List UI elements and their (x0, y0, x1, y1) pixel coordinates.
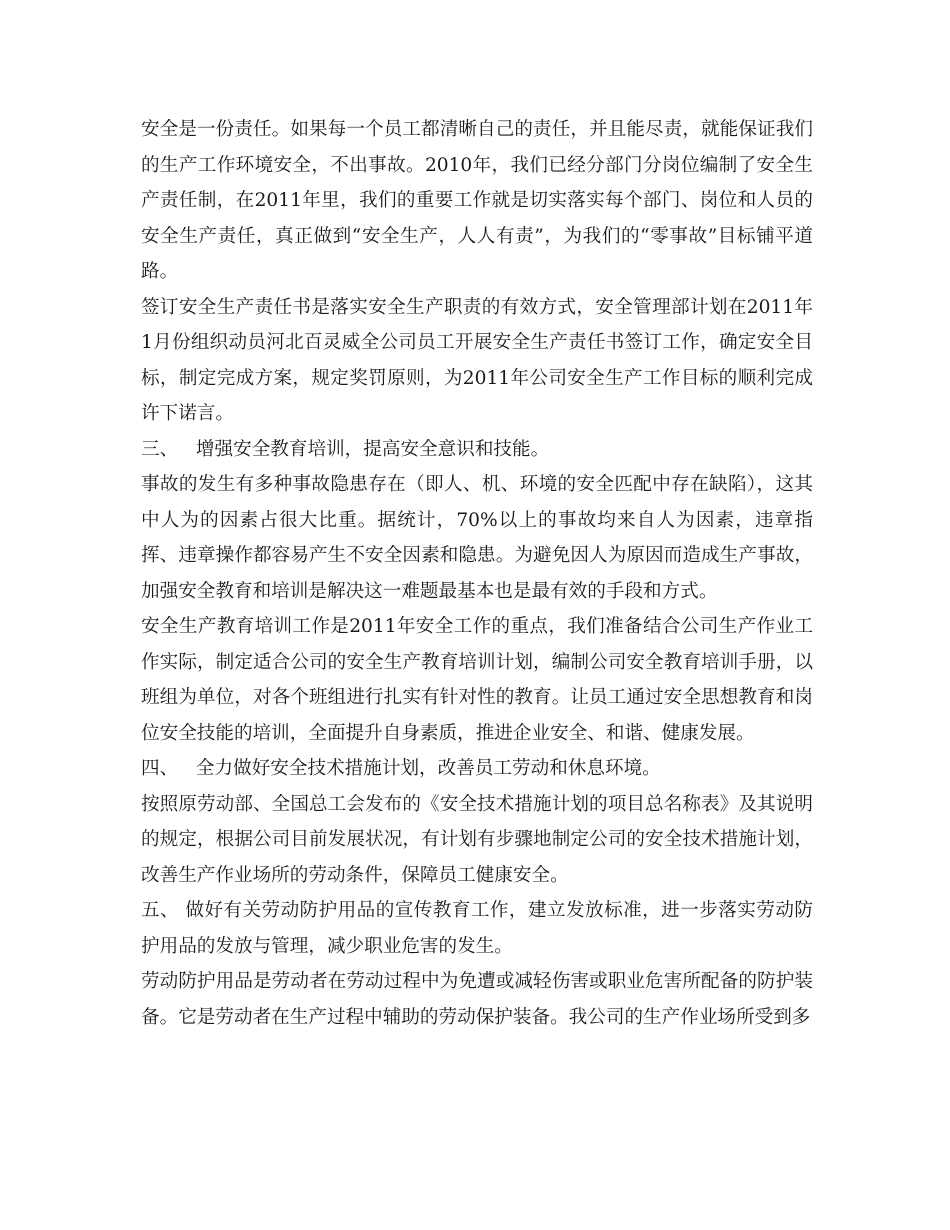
section-heading-5: 五、 做好有关劳动防护用品的宣传教育工作，建立发放标准，进一步落实劳动防护用品的发放与管理，减少职业危害的发生。 (141, 900, 813, 957)
paragraph-training-plan: 安全生产教育培训工作是2011年安全工作的重点，我们准备结合公司生产作业工作实际，制定适合公司的安全生产教育培训计划，编制公司安全教育培训手册，以班组为单位，对各个班组进行扎实有针对性的教育。让员工通过安全思想教育和岗位安全技能的培训，全面提升自身素质，推进企业安全、和谐、健康发展。 (141, 616, 813, 744)
document-body (141, 112, 813, 1035)
paragraph-accident-causes: 事故的发生有多种事故隐患存在（即人、机、环境的安全匹配中存在缺陷），这其中人为的因素占很大比重。据统计，70%以上的事故均来自人为因素，违章指挥、违章操作都容易产生不安全因素和隐患。为避免因人为原因而造成生产事故，加强安全教育和培训是解决这一难题最基本也是最有效的手段和方式。 (141, 474, 813, 602)
section-heading-4: 四、 全力做好安全技术措施计划，改善员工劳动和休息环境。 (141, 758, 661, 779)
paragraph-responsibility-letter: 签订安全生产责任书是落实安全生产职责的有效方式，安全管理部计划在2011年1月份组织动员河北百灵威全公司员工开展安全生产责任书签订工作，确定安全目标，制定完成方案，规定奖罚原则，为2011年公司安全生产工作目标的顺利完成许下诺言。 (141, 296, 813, 424)
paragraph-protective-equipment: 劳动防护用品是劳动者在劳动过程中为免遭或减轻伤害或职业危害所配备的防护装备。它是劳动者在生产过程中辅助的劳动保护装备。我公司的生产作业场所受到多 (141, 971, 813, 1028)
paragraph-technical-measures: 按照原劳动部、全国总工会发布的《安全技术措施计划的项目总名称表》及其说明的规定，根据公司目前发展状况，有计划有步骤地制定公司的安全技术措施计划，改善生产作业场所的劳动条件，保障员工健康安全。 (141, 793, 813, 886)
paragraph-responsibility: 安全是一份责任。如果每一个员工都清晰自己的责任，并且能尽责，就能保证我们的生产工作环境安全，不出事故。2010年，我们已经分部门分岗位编制了安全生产责任制，在2011年里，我们的重要工作就是切实落实每个部门、岗位和人员的安全生产责任，真正做到“安全生产，人人有责”，为我们的“零事故”目标铺平道路。 (141, 119, 813, 282)
section-heading-3: 三、 增强安全教育培训，提高安全意识和技能。 (141, 438, 550, 460)
